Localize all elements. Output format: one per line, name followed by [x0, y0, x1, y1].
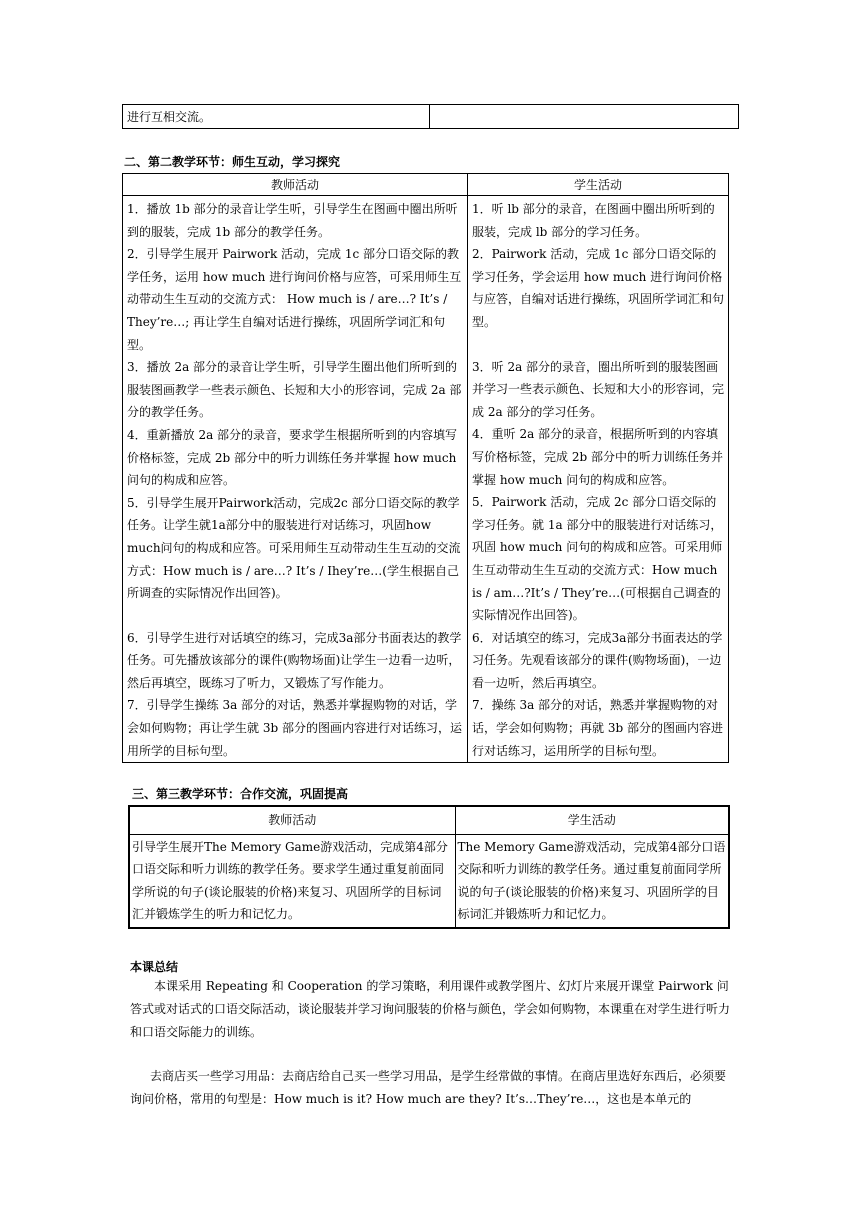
- top-table-left-cell: 进行互相交流。: [123, 105, 430, 129]
- student-item-5: 5．Pairwork 活动，完成 2c 部分口语交际的学习任务。就 1a 部分中的服装进行对话练习，巩固 how much 问句的构成和应答。可采用师生互动带动生生互动的交流方式：How much is / am…?It’s / They’re…(可根据自己调查的实际情况作出回答)。: [472, 495, 723, 623]
- summary-paragraph-1: 本课采用 Repeating 和 Cooperation 的学习策略，利用课件或教学图片、幻灯片来展开课堂 Pairwork 问答式或对话式的口语交际活动，谈论服装并学习询问服装的价格与颜色，学会如何购物，本课重在对学生进行听力和口语交际能力的训练。: [130, 979, 731, 1039]
- student-item-2: 2．Pairwork 活动，完成 1c 部分口语交际的学习任务，学会运用 how much 进行询问价格与应答，自编对话进行操练，巩固所学词汇和句型。: [472, 247, 725, 329]
- student-item-3: 3．听 2a 部分的录音，圈出所听到的服装图画并学习一些表示颜色、长短和大小的形容词，完成 2a 部分的学习任务。: [472, 359, 725, 419]
- student-item-7: 7．操练 3a 部分的对话，熟悉并掌握购物的对话，学会如何购物；再就 3b 部分的图画内容进行对话练习，运用所学的目标句型。: [472, 698, 723, 758]
- teacher-item-5: 5．引导学生展开Pairwork活动，完成2c 部分口语交际的教学任务。让学生就1a部分中的服装进行对话练习，巩固how much问句的构成和应答。可采用师生互动带动生生互动的交流方式：How much is / are…? It’s / Ihey’re…(学生根据自己所调查的实际情况作出回答)。: [127, 495, 461, 601]
- section3-teacher-cell: 引导学生展开The Memory Game游戏活动，完成第4部分口语交际和听力训练的教学任务。要求学生通过重复前面同学所说的句子(谈论服装的价格)来复习、巩固所学的目标词汇并锻炼学生的听力和记忆力。: [129, 834, 455, 928]
- section2-heading: 二、第二教学环节：师生互动，学习探究: [124, 155, 341, 169]
- section2-student-cell: [468, 196, 729, 763]
- section2-col-student: 学生活动: [468, 174, 729, 196]
- section3-table: [128, 805, 730, 929]
- section2-col-teacher: 教师活动: [123, 174, 468, 196]
- section3-heading: 三、第三教学环节：合作交流，巩固提高: [132, 787, 349, 801]
- student-item-4: 4．重听 2a 部分的录音，根据所听到的内容填写价格标签，完成 2b 部分中的听力训练任务并掌握 how much 问句的构成和应答。: [472, 427, 723, 487]
- teacher-item-2: 2．引导学生展开 Pairwork 活动，完成 1c 部分口语交际的教学任务，运用 how much 进行询问价格与应答，可采用师生互动带动生生互动的交流方式： How much is / are…? It’s / They’re…; 再让学生自编对话进行操练，巩固所学词汇和句型。: [127, 247, 462, 352]
- top-table: [122, 104, 739, 129]
- section2-table: [122, 173, 729, 763]
- teacher-item-1: 1．播放 1b 部分的录音让学生听，引导学生在图画中圈出所听到的服装，完成 1b 部分的教学任务。: [127, 202, 458, 239]
- student-item-6: 6．对话填空的练习，完成3a部分书面表达的学习任务。先观看该部分的课件(购物场面)，一边看一边听，然后再填空。: [472, 630, 723, 690]
- section3-col-teacher: 教师活动: [129, 806, 455, 834]
- teacher-item-6: 6．引导学生进行对话填空的练习，完成3a部分书面表达的教学任务。可先播放该部分的课件(购物场面)让学生一边看一边听，然后再填空，既练习了听力，又锻炼了写作能力。: [127, 630, 462, 690]
- section3-student-cell: The Memory Game游戏活动，完成第4部分口语交际和听力训练的教学任务。通过重复前面同学所说的句子(谈论服装的价格)来复习、巩固所学的目标词汇并锻炼听力和记忆力。: [455, 834, 729, 928]
- student-item-1: 1．听 lb 部分的录音，在图画中圈出所听到的服装，完成 lb 部分的学习任务。: [472, 202, 715, 239]
- teacher-item-4: 4．重新播放 2a 部分的录音，要求学生根据所听到的内容填写价格标签，完成 2b 部分中的听力训练任务并掌握 how much 问句的构成和应答。: [127, 427, 458, 488]
- teacher-item-3: 3．播放 2a 部分的录音让学生听，引导学生圈出他们所听到的服装图画教学一些表示颜色、长短和大小的形容词，完成 2a 部分的教学任务。: [127, 360, 462, 420]
- top-table-right-cell: [430, 105, 739, 129]
- teacher-item-7: 7．引导学生操练 3a 部分的对话，熟悉并掌握购物的对话，学会如何购物；再让学生就 3b 部分的图画内容进行对话练习，运用所学的目标句型。: [127, 698, 462, 758]
- section2-teacher-cell: [123, 196, 468, 763]
- summary-heading: 本课总结: [130, 960, 179, 974]
- section3-col-student: 学生活动: [455, 806, 729, 834]
- summary-paragraph-2: 去商店买一些学习用品：去商店给自己买一些学习用品，是学生经常做的事情。在商店里选好东西后，必须要询问价格，常用的句型是：How much is it? How much are they? It’s…They’re…，这也是本单元的: [130, 1069, 727, 1106]
